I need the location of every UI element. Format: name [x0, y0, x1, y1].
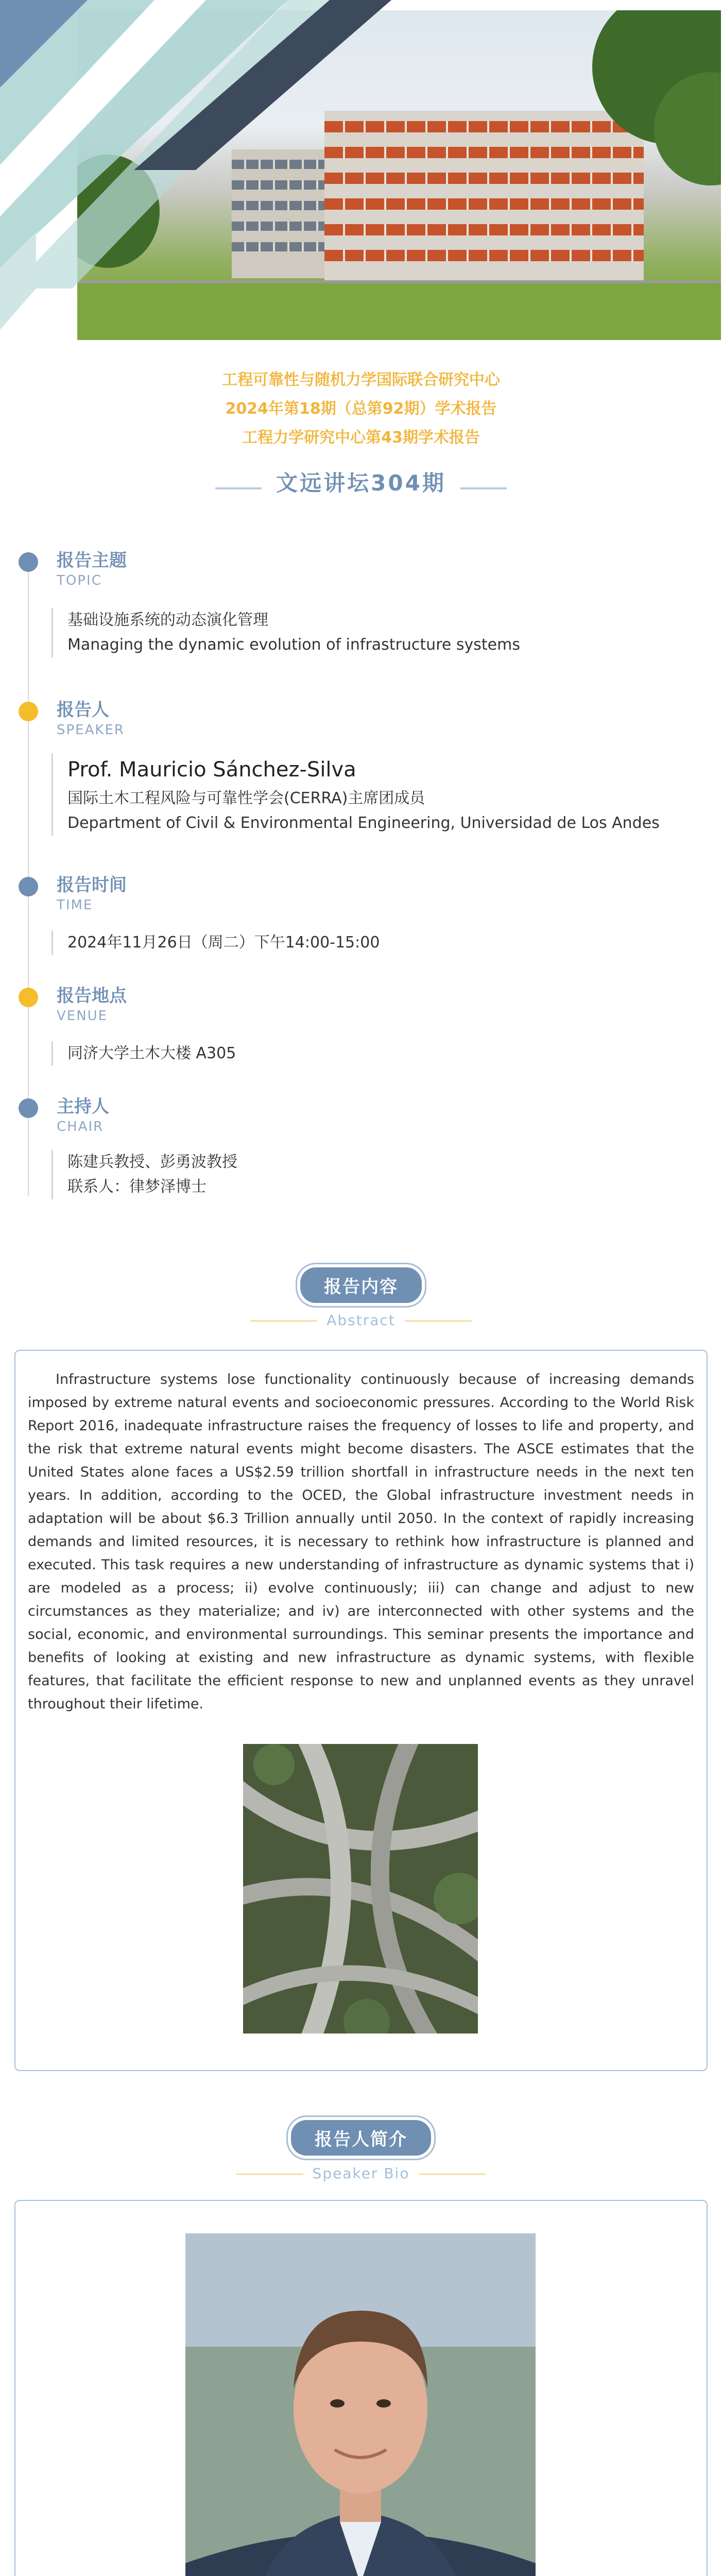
- topic-label-en: TOPIC: [57, 573, 102, 588]
- event-titles: [0, 366, 722, 452]
- bio-sub-label: Speaker Bio: [312, 2165, 410, 2182]
- abstract-text: Infrastructure systems lose functionality continuously because of increasing demands imposed by extreme natural events and socioeconomic pressures. According to the World Risk Report 2016, inadequate infrastructure raises the frequency of losses to life and property, and the risk that extreme natural events might become disasters. The ASCE estimates that the United States alone faces a US$2.59 trillion shortfall in infrastructure needs in the next ten years. In addition, according to the OCED, the Global infrastructure investment needs in adaptation will be about $6.3 Trillion annually until 2050. In the context of rapidly increasing demands and limited resources, it is necessary to rethink how infrastructure is planned and executed. This task requires a new understanding of infrastructure as dynamic systems that i) are modeled as a process; ii) evolve continuously; iii) can change and adjust to new circumstances as they materialize; and iv) are interconnected with other systems and the social, economic, and environmental surroundings. This seminar presents the importance and benefits of looking at existing and new infrastructure as dynamic systems, with flexible features, that facilitate the efficient response to new and unplanned events as they unravel throughout their lifetime.: [28, 1371, 694, 1712]
- chair-label-en: CHAIR: [57, 1119, 104, 1134]
- divider: [460, 487, 507, 489]
- chair-contact: 联系人：律梦泽博士: [67, 1178, 207, 1196]
- bio-header: [0, 2120, 722, 2156]
- bio-subtitle: [0, 2165, 722, 2182]
- venue-content: [51, 1041, 236, 1066]
- abstract-subtitle: [0, 1312, 722, 1329]
- venue-label: 报告地点: [57, 986, 127, 1006]
- bullet-dot: [19, 1098, 38, 1118]
- bullet-dot: [19, 877, 38, 896]
- bullet-dot: [19, 702, 38, 721]
- time-label-en: TIME: [57, 897, 93, 913]
- time-value: 2024年11月26日（周二）下午14:00-15:00: [67, 934, 380, 952]
- decorative-stripes: [0, 0, 722, 340]
- bullet-dot: [19, 552, 38, 572]
- forum-label: 文远讲坛304期: [276, 470, 446, 496]
- divider: [215, 487, 262, 489]
- time-content: [51, 930, 380, 955]
- bio-badge: 报告人简介: [291, 2120, 431, 2156]
- title-line-2: 2024年第18期（总第92期）学术报告: [225, 400, 497, 418]
- title-line-3: 工程力学研究中心第43期学术报告: [242, 429, 480, 447]
- highway-interchange-photo: [243, 1744, 478, 2033]
- venue-label-en: VENUE: [57, 1008, 108, 1024]
- topic-cn: 基础设施系统的动态演化管理: [67, 611, 268, 629]
- speaker-content: [51, 753, 660, 836]
- time-label: 报告时间: [57, 875, 127, 895]
- bullet-dot: [19, 988, 38, 1007]
- speaker-affiliation-1: 国际土木工程风险与可靠性学会(CERRA)主席团成员: [67, 789, 425, 807]
- speaker-portrait-photo: [185, 2233, 536, 2576]
- header-banner: [0, 0, 722, 340]
- speaker-label-en: SPEAKER: [57, 722, 125, 738]
- title-line-1: 工程可靠性与随机力学国际联合研究中心: [222, 371, 500, 389]
- venue-value: 同济大学土木大楼 A305: [67, 1044, 236, 1062]
- chair-names: 陈建兵教授、彭勇波教授: [67, 1153, 237, 1171]
- abstract-sub-label: Abstract: [326, 1312, 396, 1329]
- topic-content: [51, 608, 520, 657]
- topic-en: Managing the dynamic evolution of infrastructure systems: [67, 636, 520, 654]
- speaker-label: 报告人: [57, 700, 109, 720]
- abstract-header: [0, 1267, 722, 1303]
- speaker-affiliation-2: Department of Civil & Environmental Engineering, Universidad de Los Andes: [67, 814, 660, 832]
- abstract-badge: 报告内容: [300, 1267, 422, 1303]
- forum-title: [0, 466, 722, 497]
- speaker-name: Prof. Mauricio Sánchez-Silva: [67, 758, 356, 782]
- chair-content: [51, 1150, 237, 1199]
- chair-label: 主持人: [57, 1096, 109, 1117]
- topic-label: 报告主题: [57, 550, 127, 571]
